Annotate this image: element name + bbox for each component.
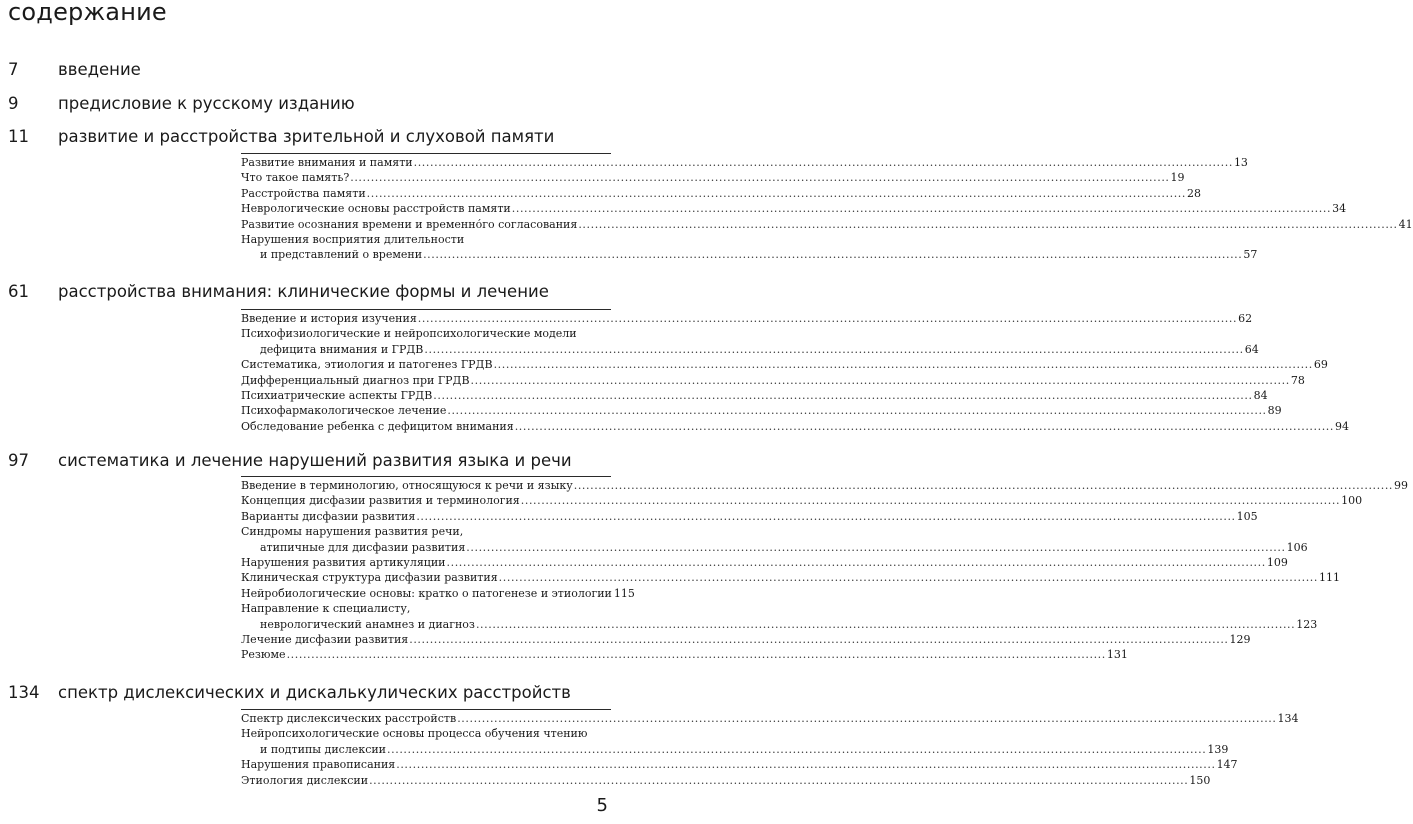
toc-entry[interactable] [241,478,1409,493]
toc-entry[interactable] [241,570,1340,585]
chapter-heading [0,282,616,304]
toc-entry-title: Развитие осознания времени и временно́го согласования [241,217,578,231]
toc-entry-page: 111 [1319,571,1340,585]
chapter-page-number: 97 [8,451,29,470]
toc-entry[interactable] [241,493,1363,508]
dot-leader [387,742,1206,757]
toc-entry[interactable] [241,647,1128,662]
dot-leader [499,570,1318,585]
toc-entry-page: 34 [1332,202,1347,216]
section-list [241,309,1350,434]
toc-entry-page: 99 [1394,479,1409,492]
toc-entry-page: 28 [1187,186,1201,200]
dot-leader [447,555,1266,570]
dot-leader [414,155,1233,170]
dot-leader [578,217,1397,232]
dot-leader [447,403,1266,418]
toc-entry[interactable] [241,232,1258,263]
section-list [241,476,1409,663]
toc-entry-title: Спектр дислексических расстройств [241,712,457,725]
section-list [241,153,1413,263]
toc-entry[interactable] [241,509,1258,524]
toc-entry-page: 131 [1106,648,1128,662]
toc-entry-title: Концепция дисфазии развития и терминология [241,494,520,508]
toc-entry-page: 150 [1189,773,1211,787]
toc-entry-title-continued: неврологический анамнез и диагноз [260,617,475,631]
toc-entry-page: 129 [1229,633,1251,647]
dot-leader [418,311,1237,326]
section-list [241,709,1299,788]
toc-entry[interactable] [241,357,1328,372]
toc-entry-page: 105 [1236,509,1258,523]
toc-entry[interactable] [241,186,1201,201]
toc-entry[interactable] [241,586,635,601]
toc-entry-title: Расстройства памяти [241,186,366,200]
dot-leader [466,540,1285,555]
chapter-page-number: 61 [8,282,29,301]
toc-entry-title: Неврологические основы расстройств памяти [241,202,511,216]
toc-entry-page: 100 [1341,494,1363,508]
dot-leader [367,186,1186,201]
toc-entry[interactable] [241,388,1268,403]
toc-entry-title: Лечение дисфазии развития [241,633,409,647]
toc-entry-page: 84 [1253,389,1268,403]
page-title: содержание [8,0,167,26]
toc-entry-page: 57 [1243,248,1258,262]
dot-leader [515,419,1334,434]
toc-entry-title: Введение и история изучения [241,312,417,325]
dot-leader [574,478,1393,493]
toc-entry[interactable] [241,726,1229,757]
toc-entry-page: 62 [1238,312,1253,325]
toc-entry-title: Что такое память? [241,171,350,185]
toc-entry-page: 13 [1233,156,1248,169]
toc-entry-page: 78 [1290,373,1305,387]
toc-entry[interactable] [241,201,1347,216]
toc-entry-page: 106 [1286,540,1308,554]
toc-entry-title: Дифференциальный диагноз при ГРДВ [241,373,470,387]
toc-entry-title: Нарушения правописания [241,758,396,772]
toc-entry-title-continued: атипичные для дисфазии развития [260,540,466,554]
chapter-title[interactable]: развитие и расстройства зрительной и слуховой памяти [58,127,555,146]
toc-entry-page: 123 [1296,617,1318,631]
toc-entry[interactable] [241,555,1288,570]
dot-leader [494,357,1313,372]
dot-leader [433,388,1252,403]
toc-entry-title: Психофармакологическое лечение [241,404,447,418]
toc-entry[interactable] [241,711,1299,726]
toc-entry-page: 134 [1277,712,1299,725]
toc-entry-title: Развитие внимания и памяти [241,156,413,169]
toc-entry[interactable] [241,632,1251,647]
dot-leader [476,617,1295,632]
dot-leader [424,342,1243,357]
toc-entry-title: Нарушения восприятия длительности [241,233,465,247]
chapter-title[interactable]: спектр дислексических и дискалькулических расстройств [58,683,571,702]
chapter-page-number: 134 [8,683,40,702]
dot-leader [471,373,1290,388]
toc-entry-title: Направление к специалисту, [241,602,411,616]
toc-entry-title: Клиническая структура дисфазии развития [241,571,498,585]
toc-entry-title: Нейропсихологические основы процесса обучения чтению [241,727,588,741]
chapter-title[interactable]: предисловие к русскому изданию [58,94,355,113]
toc-entry-title: Синдромы нарушения развития речи, [241,525,464,539]
dot-leader [287,647,1106,662]
toc-entry-page: 109 [1266,556,1288,570]
toc-entry[interactable] [241,601,1318,632]
toc-entry[interactable] [241,757,1238,772]
toc-entry-title: Варианты дисфазии развития [241,509,416,523]
toc-entry-title: Резюме [241,648,286,662]
chapter-heading [0,683,616,705]
toc-entry[interactable] [241,773,1211,788]
chapter-title[interactable]: систематика и лечение нарушений развития языка и речи [58,451,572,470]
toc-entry-title: Систематика, этиология и патогенез ГРДВ [241,358,493,372]
dot-leader [369,773,1188,788]
chapter-heading [0,127,616,149]
toc-entry-page: 41 [1398,217,1413,231]
toc-entry-title: Обследование ребенка с дефицитом внимания [241,419,514,433]
dot-leader [457,711,1276,726]
chapter-title[interactable]: расстройства внимания: клинические формы и лечение [58,282,549,301]
toc-entry-title: Этиология дислексии [241,773,369,787]
toc-entry[interactable] [241,419,1350,434]
toc-entry[interactable] [241,311,1253,326]
toc-entry[interactable] [241,403,1282,418]
chapter-page-number: 11 [8,127,29,146]
dot-leader [396,757,1215,772]
dot-leader [350,170,1169,185]
toc-entry-title: Нарушения развития артикуляции [241,556,446,570]
toc-entry-title-continued: дефицита внимания и ГРДВ [260,342,424,356]
chapter-heading [0,451,616,473]
toc-entry-title: Введение в терминологию, относящуюся к речи и языку [241,479,573,492]
toc-entry-title-continued: и подтипы дислексии [260,742,387,756]
chapter-page-number: 9 [8,94,19,113]
toc-entry[interactable] [241,326,1259,357]
toc-entry-page: 94 [1335,419,1350,433]
dot-leader [521,493,1340,508]
toc-entry-page: 64 [1244,342,1259,356]
toc-entry-page: 69 [1313,358,1328,372]
toc-entry[interactable] [241,524,1308,555]
page-number: 5 [596,795,608,816]
dot-leader [512,201,1331,216]
chapter-title[interactable]: введение [58,60,141,79]
toc-entry-title-continued: и представлений о времени [260,248,423,262]
chapter-heading [0,60,616,82]
toc-entry[interactable] [241,170,1185,185]
toc-entry[interactable] [241,155,1248,170]
toc-entry[interactable] [241,217,1413,232]
toc-entry-title: Нейробиологические основы: кратко о патогенезе и этиологии [241,586,612,600]
toc-entry-page: 115 [613,586,635,600]
toc-entry-page: 147 [1216,758,1238,772]
toc-entry[interactable] [241,373,1305,388]
toc-entry-page: 19 [1170,171,1185,185]
toc-entry-page: 139 [1207,742,1229,756]
chapter-heading [0,94,616,116]
chapter-page-number: 7 [8,60,19,79]
dot-leader [423,247,1242,262]
dot-leader [409,632,1228,647]
toc-entry-title: Психиатрические аспекты ГРДВ [241,389,433,403]
dot-leader [416,509,1235,524]
toc-entry-page: 89 [1267,404,1282,418]
toc-entry-title: Психофизиологические и нейропсихологические модели [241,327,577,341]
